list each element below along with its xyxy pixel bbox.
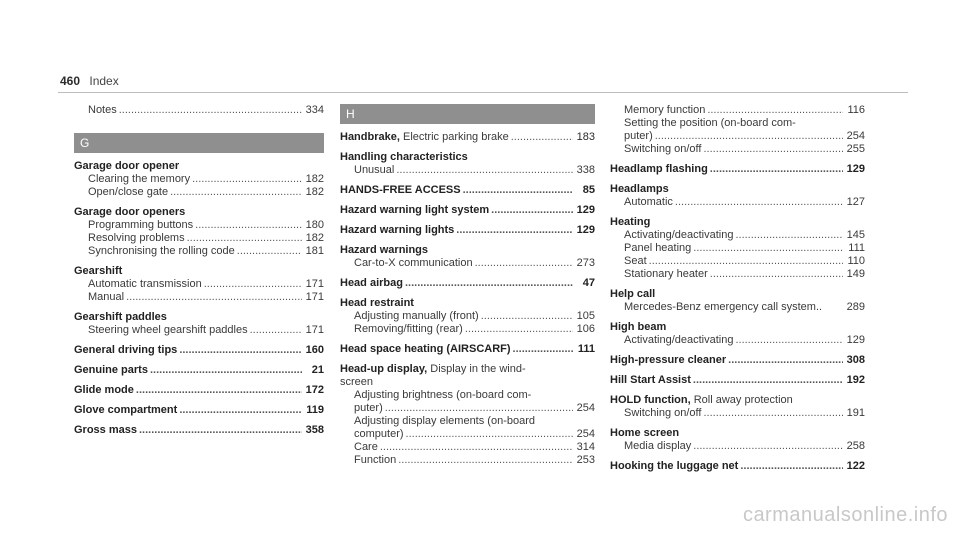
subentry-text: Open/close gate [88, 186, 169, 198]
index-entry-heading: Gearshift [74, 265, 123, 277]
index-subentry [74, 186, 324, 199]
index-entry: Hazard warning light system ..... 129 [340, 204, 595, 217]
index-column-2 [340, 104, 595, 467]
index-entry [74, 344, 324, 357]
subentry-text: Synchronising the rolling code [88, 245, 235, 257]
index-entry: High-pressure cleaner ..... 308 [610, 354, 865, 367]
subentry-text: Programming buttons [88, 219, 194, 231]
watermark-logo: carmanualsonline.info [742, 504, 948, 526]
page-ref: 182 [305, 186, 324, 198]
index-entry: HANDS-FREE ACCESS ..... 85 [340, 184, 595, 197]
index-entry [74, 160, 324, 199]
page-ref: 171 [305, 278, 324, 290]
index-line: Switching on/off ..... 255 [610, 143, 865, 156]
index-subentry [74, 245, 324, 258]
index-entry: Head airbag ..... 47 [340, 277, 595, 290]
index-entry-heading: General driving tips [74, 344, 178, 356]
index-entry: Headlamps Automatic ..... 127 [610, 183, 865, 209]
index-entry: Headlamp flashing ..... 129 [610, 163, 865, 176]
page-ref: 172 [305, 384, 324, 396]
subentry-text: Clearing the memory [88, 173, 191, 185]
index-entries [74, 160, 324, 437]
index-entry-heading: Garage door openers [74, 206, 186, 218]
page-ref: 171 [305, 291, 324, 303]
page-ref: 171 [305, 324, 324, 336]
index-entry: Hill Start Assist ..... 192 [610, 374, 865, 387]
index-column-1 [74, 104, 324, 437]
index-line: Notes ..... 334 [74, 104, 324, 117]
subentry-text: Automatic transmission [88, 278, 202, 290]
page-ref: 182 [305, 173, 324, 185]
index-entry: HOLD function, Roll away protection Switching on/off ..... 191 [610, 394, 865, 420]
index-subentry [74, 219, 324, 232]
section-header-g: G [74, 133, 324, 153]
index-line: Memory function ..... 116 [610, 104, 865, 117]
index-subentry [74, 324, 324, 337]
index-entry: Head restraint Adjusting manually (front) ..... 105 Removing/fitting (rear) ..... 106 [340, 297, 595, 336]
page-ref: 358 [305, 424, 324, 436]
index-entry: Head-up display, Display in the wind- screen Adjusting brightness (on-board com- puter) ..... 254 Adjusting display elements (on-board computer) ..... 254 Care ..... 314 Function ..... 253 [340, 363, 595, 467]
section-header-h: H [340, 104, 595, 124]
page-ref: 160 [305, 344, 324, 356]
page-ref: 21 [311, 364, 324, 376]
index-entry: Handling characteristics Unusual ..... 338 [340, 151, 595, 177]
index-entry-heading: Genuine parts [74, 364, 148, 376]
subentry-text: Resolving problems [88, 232, 185, 244]
index-column-3: Memory function ..... 116 Setting the position (on-board com- puter) ..... 254 Switching on/off ..... 255 Headlamp flashing ..... 129 Headlamps Automatic ..... 127 Heating Activating/deactivating ..... 145 Panel heating ..... 111 Seat ..... 110 Stationary heater ..... 149 Help call Mercedes-Benz emergency call system.. 289 High beam Activating/deactivating ..... 129 High-pressure cleaner ..... 308 Hill Start Assist ..... 192 HOLD function, Roll away protection Switching on/off ..... 191 Home screen Media display ..... 258 Hooking the luggage net ..... 122 [610, 104, 865, 473]
page-ref: 180 [305, 219, 324, 231]
header-rule [58, 92, 908, 93]
index-entry [74, 364, 324, 377]
index-entry [74, 384, 324, 397]
page-ref: 181 [305, 245, 324, 257]
index-line: puter) ..... 254 [610, 130, 865, 143]
index-entry-heading: Gross mass [74, 424, 137, 436]
index-entry-heading: Glide mode [74, 384, 134, 396]
index-entry: Head space heating (AIRSCARF) ..... 111 [340, 343, 595, 356]
index-subentry [74, 232, 324, 245]
page-ref: 182 [305, 232, 324, 244]
page-number: 460 [60, 74, 81, 88]
index-entry: Home screen Media display ..... 258 [610, 427, 865, 453]
index-entry [74, 404, 324, 417]
index-subentry [74, 173, 324, 186]
index-subentry [74, 278, 324, 291]
index-entry: Heating Activating/deactivating ..... 145 Panel heating ..... 111 Seat ..... 110 Stationary heater ..... 149 [610, 216, 865, 281]
index-entry [74, 424, 324, 437]
subentry-text: Manual [88, 291, 125, 303]
index-entry [74, 206, 324, 258]
index-entry-heading: Gearshift paddles [74, 311, 167, 323]
index-entry-heading: Glove compartment [74, 404, 178, 416]
index-subentry [74, 291, 324, 304]
index-entry-heading: Garage door opener [74, 160, 180, 172]
index-entry: Handbrake, Electric parking brake ..... 183 [340, 131, 595, 144]
index-entry [74, 311, 324, 337]
index-entry: Help call Mercedes-Benz emergency call system.. 289 [610, 288, 865, 313]
index-entry: High beam Activating/deactivating ..... 129 [610, 321, 865, 347]
page-header [60, 74, 119, 92]
subentry-text: Steering wheel gearshift paddles [88, 324, 248, 336]
page-title: Index [89, 74, 119, 88]
page-ref: 119 [306, 404, 324, 416]
index-entry: Hazard warning lights ..... 129 [340, 224, 595, 237]
index-entry: Hazard warnings Car-to-X communication ..... 273 [340, 244, 595, 270]
index-entry: Hooking the luggage net ..... 122 [610, 460, 865, 473]
index-entry [74, 265, 324, 304]
